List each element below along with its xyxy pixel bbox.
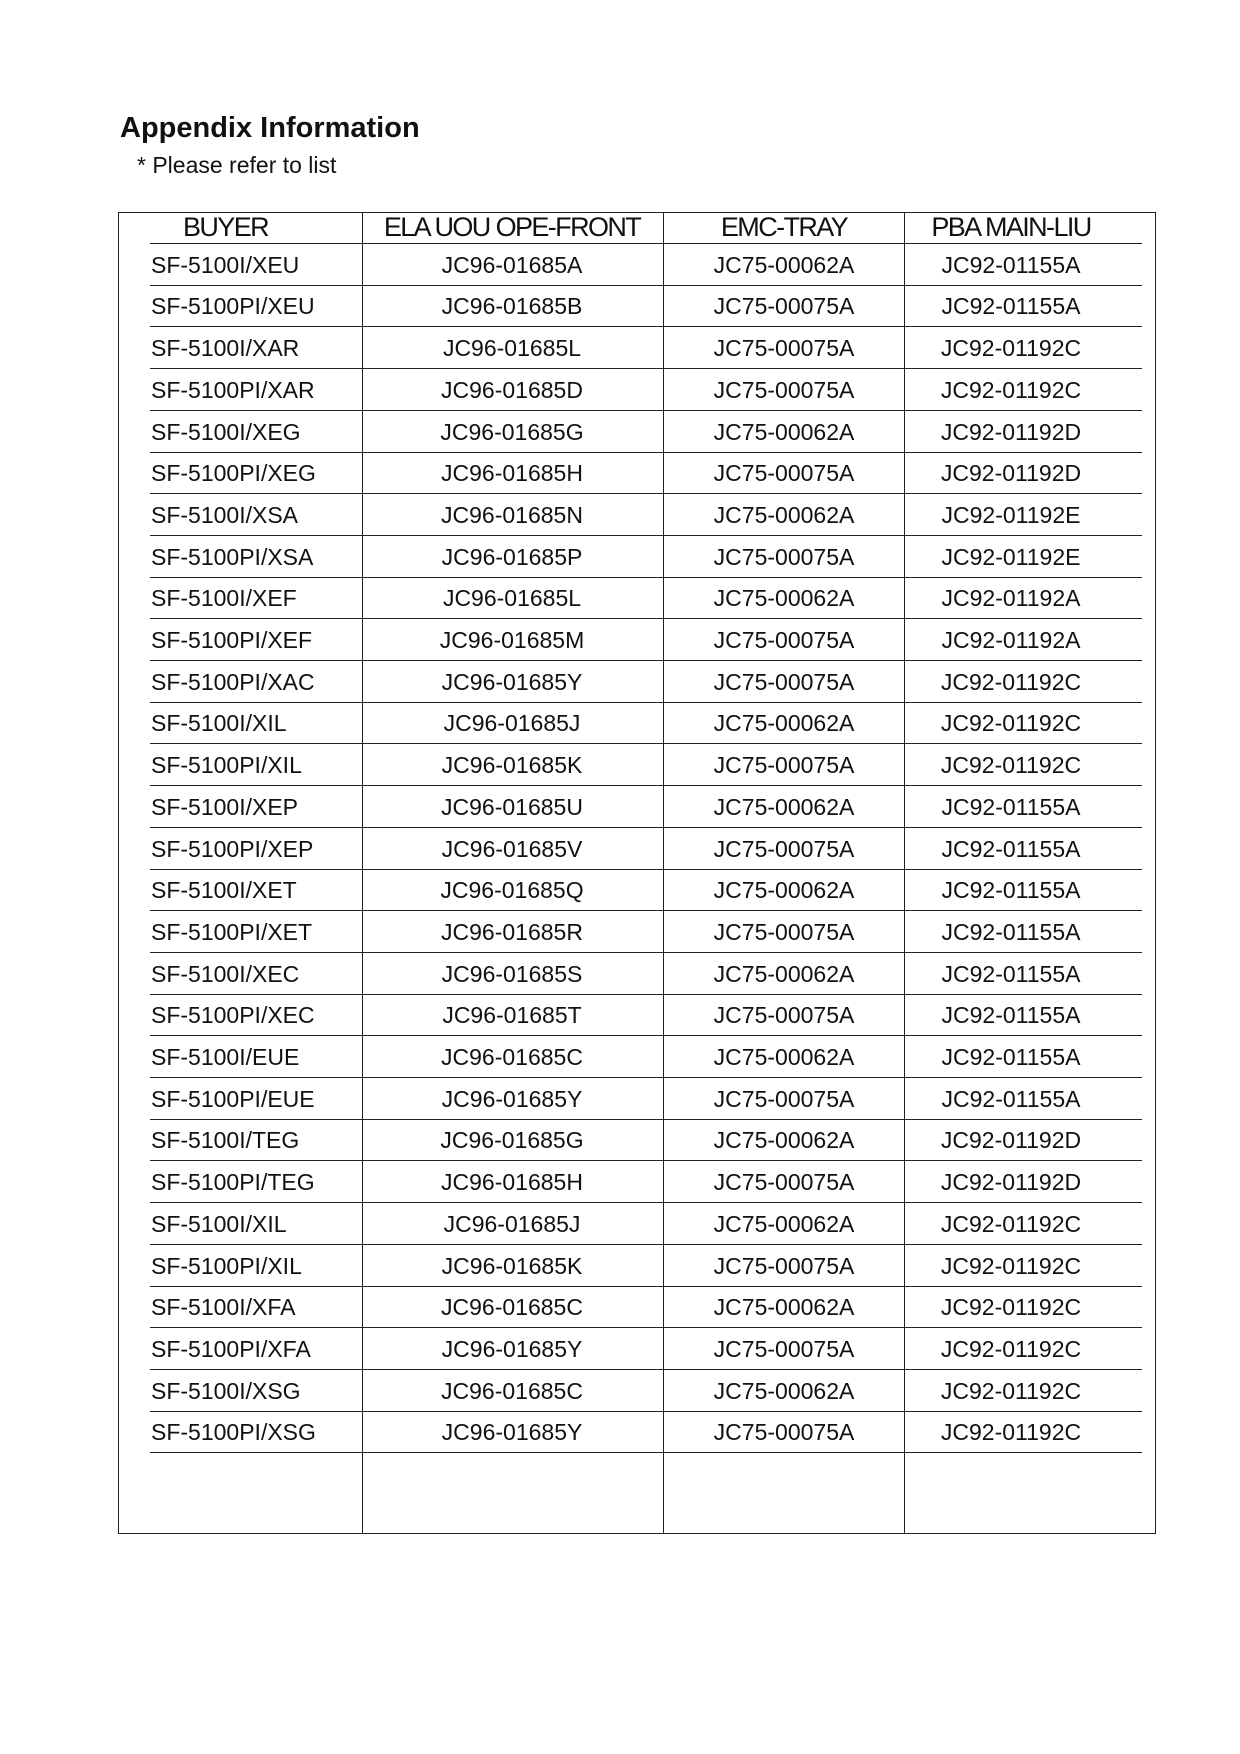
ela-front-cell: JC96-01685Y [441,1419,583,1446]
row-separator [150,1452,1142,1453]
pba-main-cell: JC92-01155A [941,877,1081,904]
ela-front-cell: JC96-01685J [443,1210,581,1237]
row-separator [150,285,1142,286]
pba-main-cell: JC92-01155A [941,293,1081,320]
ela-front-cell: JC96-01685C [441,1044,583,1070]
emc-tray-cell: JC75-00075A [713,1419,855,1446]
pba-main-cell: JC92-01155A [941,251,1081,278]
emc-tray-cell: JC75-00075A [713,835,855,862]
row-separator [150,1369,1142,1370]
row-separator [150,1327,1142,1328]
row-separator [150,410,1142,411]
pba-main-cell: JC92-01192D [940,460,1082,487]
buyer-cell: SF-5100I/XEF [151,585,297,612]
emc-tray-cell: JC75-00075A [713,1169,855,1196]
emc-tray-cell: JC75-00075A [713,335,855,362]
row-separator [150,452,1142,453]
emc-tray-cell: JC75-00075A [713,1002,855,1029]
emc-tray-cell: JC75-00062A [713,877,855,904]
ela-front-cell: JC96-01685P [441,543,583,570]
emc-tray-cell: JC75-00062A [713,1044,855,1070]
ela-front-cell: JC96-01685T [442,1002,582,1029]
ela-front-cell: JC96-01685S [441,960,583,987]
ela-front-cell: JC96-01685Y [441,1085,583,1112]
row-separator [150,1119,1142,1120]
emc-tray-cell: JC75-00075A [713,627,855,653]
buyer-cell: SF-5100PI/XEG [151,460,316,487]
pba-main-cell: JC92-01155A [941,793,1081,820]
row-separator [150,1286,1142,1287]
emc-tray-cell: JC75-00062A [713,1210,855,1237]
ela-front-cell: JC96-01685Y [441,668,583,695]
buyer-cell: SF-5100I/XFA [151,1294,296,1321]
buyer-cell: SF-5100I/XSG [151,1377,301,1404]
buyer-cell: SF-5100I/TEG [151,1127,300,1154]
pba-main-cell: JC92-01192D [940,418,1082,445]
ela-front-cell: JC96-01685D [441,376,583,403]
pba-main-cell: JC92-01192E [941,543,1081,570]
pba-main-cell: JC92-01192D [940,1169,1082,1196]
ela-front-cell: JC96-01685B [441,293,583,320]
row-separator [150,1411,1142,1412]
emc-tray-cell: JC75-00075A [713,668,855,695]
buyer-cell: SF-5100PI/XEU [151,293,315,320]
buyer-cell: SF-5100PI/XAC [151,668,315,695]
buyer-cell: SF-5100PI/XSA [151,543,314,570]
emc-tray-cell: JC75-00075A [713,1252,855,1279]
buyer-cell: SF-5100PI/XFA [151,1335,311,1362]
emc-tray-cell: JC75-00062A [713,251,855,278]
row-separator [150,702,1142,703]
row-separator [150,827,1142,828]
row-separator [150,1077,1142,1078]
column-header-pba-main: PBA MAIN-LIU [931,212,1091,242]
emc-tray-cell: JC75-00062A [713,1294,855,1321]
column-header-buyer: BUYER [183,212,269,242]
row-separator [150,785,1142,786]
emc-tray-cell: JC75-00062A [713,960,855,987]
pba-main-cell: JC92-01192A [941,627,1081,653]
ela-front-cell: JC96-01685C [441,1377,583,1404]
buyer-cell: SF-5100I/XSA [151,501,299,528]
row-separator [150,743,1142,744]
pba-main-cell: JC92-01155A [941,918,1081,945]
emc-tray-cell: JC75-00075A [713,293,855,320]
row-separator [150,1035,1142,1036]
pba-main-cell: JC92-01192E [941,501,1081,528]
pba-main-cell: JC92-01155A [941,1002,1081,1029]
pba-main-cell: JC92-01155A [941,960,1081,987]
ela-front-cell: JC96-01685Y [441,1335,583,1362]
column-header-ela-front: ELA UOU OPE-FRONT [383,212,641,242]
emc-tray-cell: JC75-00062A [713,418,855,445]
pba-main-cell: JC92-01192C [940,1294,1082,1321]
column-header-emc-tray: EMC-TRAY [720,212,848,242]
row-separator [150,869,1142,870]
pba-main-cell: JC92-01192C [940,335,1082,362]
ela-front-cell: JC96-01685C [441,1294,583,1321]
pba-main-cell: JC92-01192C [940,1252,1082,1279]
buyer-cell: SF-5100PI/XIL [151,1252,302,1279]
row-separator [150,368,1142,369]
ela-front-cell: JC96-01685V [441,835,583,862]
ela-front-cell: JC96-01685K [441,1252,583,1279]
emc-tray-cell: JC75-00062A [713,501,855,528]
page-subtitle: * Please refer to list [137,152,337,178]
row-separator [150,910,1142,911]
buyer-cell: SF-5100PI/EUE [151,1085,315,1112]
row-separator [150,618,1142,619]
row-separator [150,493,1142,494]
row-separator [150,1160,1142,1161]
emc-tray-cell: JC75-00075A [713,1085,855,1112]
ela-front-cell: JC96-01685L [442,335,582,362]
ela-front-cell: JC96-01685Q [440,877,584,904]
buyer-cell: SF-5100PI/XEC [151,1002,315,1029]
buyer-cell: SF-5100PI/XAR [151,376,315,403]
ela-front-cell: JC96-01685N [441,501,583,528]
row-separator [150,660,1142,661]
ela-front-cell: JC96-01685A [441,251,583,278]
emc-tray-cell: JC75-00062A [713,710,855,737]
emc-tray-cell: JC75-00062A [713,1127,855,1154]
row-separator [150,326,1142,327]
pba-main-cell: JC92-01192C [940,376,1082,403]
row-separator [150,535,1142,536]
pba-main-cell: JC92-01155A [941,1085,1081,1112]
buyer-cell: SF-5100PI/TEG [151,1169,315,1196]
pba-main-cell: JC92-01192C [940,1377,1082,1404]
pba-main-cell: JC92-01192A [941,585,1081,612]
pba-main-cell: JC92-01155A [941,1044,1081,1070]
buyer-cell: SF-5100I/XEG [151,418,301,445]
page-title: Appendix Information [120,112,420,144]
ela-front-cell: JC96-01685U [441,793,583,820]
buyer-cell: SF-5100I/XAR [151,335,300,362]
row-separator [150,1202,1142,1203]
ela-front-cell: JC96-01685L [442,585,582,612]
pba-main-cell: JC92-01192C [940,752,1082,779]
pba-main-cell: JC92-01192C [940,668,1082,695]
pba-main-cell: JC92-01192C [940,1210,1082,1237]
row-separator [150,952,1142,953]
emc-tray-cell: JC75-00062A [713,585,855,612]
buyer-cell: SF-5100PI/XSG [151,1419,316,1446]
ela-front-cell: JC96-01685H [441,1169,583,1196]
row-separator [150,1244,1142,1245]
buyer-cell: SF-5100PI/XET [151,918,313,945]
emc-tray-cell: JC75-00075A [713,918,855,945]
ela-front-cell: JC96-01685G [440,418,584,445]
ela-front-cell: JC96-01685J [443,710,581,737]
buyer-cell: SF-5100PI/XEP [151,835,314,862]
emc-tray-cell: JC75-00062A [713,1377,855,1404]
row-separator [150,243,1142,244]
emc-tray-cell: JC75-00075A [713,543,855,570]
row-separator [150,577,1142,578]
ela-front-cell: JC96-01685R [441,918,583,945]
ela-front-cell: JC96-01685K [441,752,583,779]
ela-front-cell: JC96-01685H [441,460,583,487]
buyer-cell: SF-5100I/XIL [151,1210,287,1237]
emc-tray-cell: JC75-00075A [713,376,855,403]
buyer-cell: SF-5100I/XET [151,877,297,904]
buyer-cell: SF-5100I/XEC [151,960,300,987]
pba-main-cell: JC92-01192C [940,1419,1082,1446]
buyer-cell: SF-5100I/XIL [151,710,287,737]
pba-main-cell: JC92-01192D [940,1127,1082,1154]
emc-tray-cell: JC75-00075A [713,460,855,487]
emc-tray-cell: JC75-00075A [713,752,855,779]
ela-front-cell: JC96-01685G [440,1127,584,1154]
emc-tray-cell: JC75-00062A [713,793,855,820]
buyer-cell: SF-5100I/XEU [151,251,300,278]
pba-main-cell: JC92-01192C [940,710,1082,737]
buyer-cell: SF-5100I/EUE [151,1044,300,1070]
buyer-cell: SF-5100PI/XEF [151,627,313,653]
pba-main-cell: JC92-01155A [941,835,1081,862]
row-separator [150,994,1142,995]
emc-tray-cell: JC75-00075A [713,1335,855,1362]
pba-main-cell: JC92-01192C [940,1335,1082,1362]
ela-front-cell: JC96-01685M [439,627,585,653]
buyer-cell: SF-5100I/XEP [151,793,299,820]
buyer-cell: SF-5100PI/XIL [151,752,302,779]
